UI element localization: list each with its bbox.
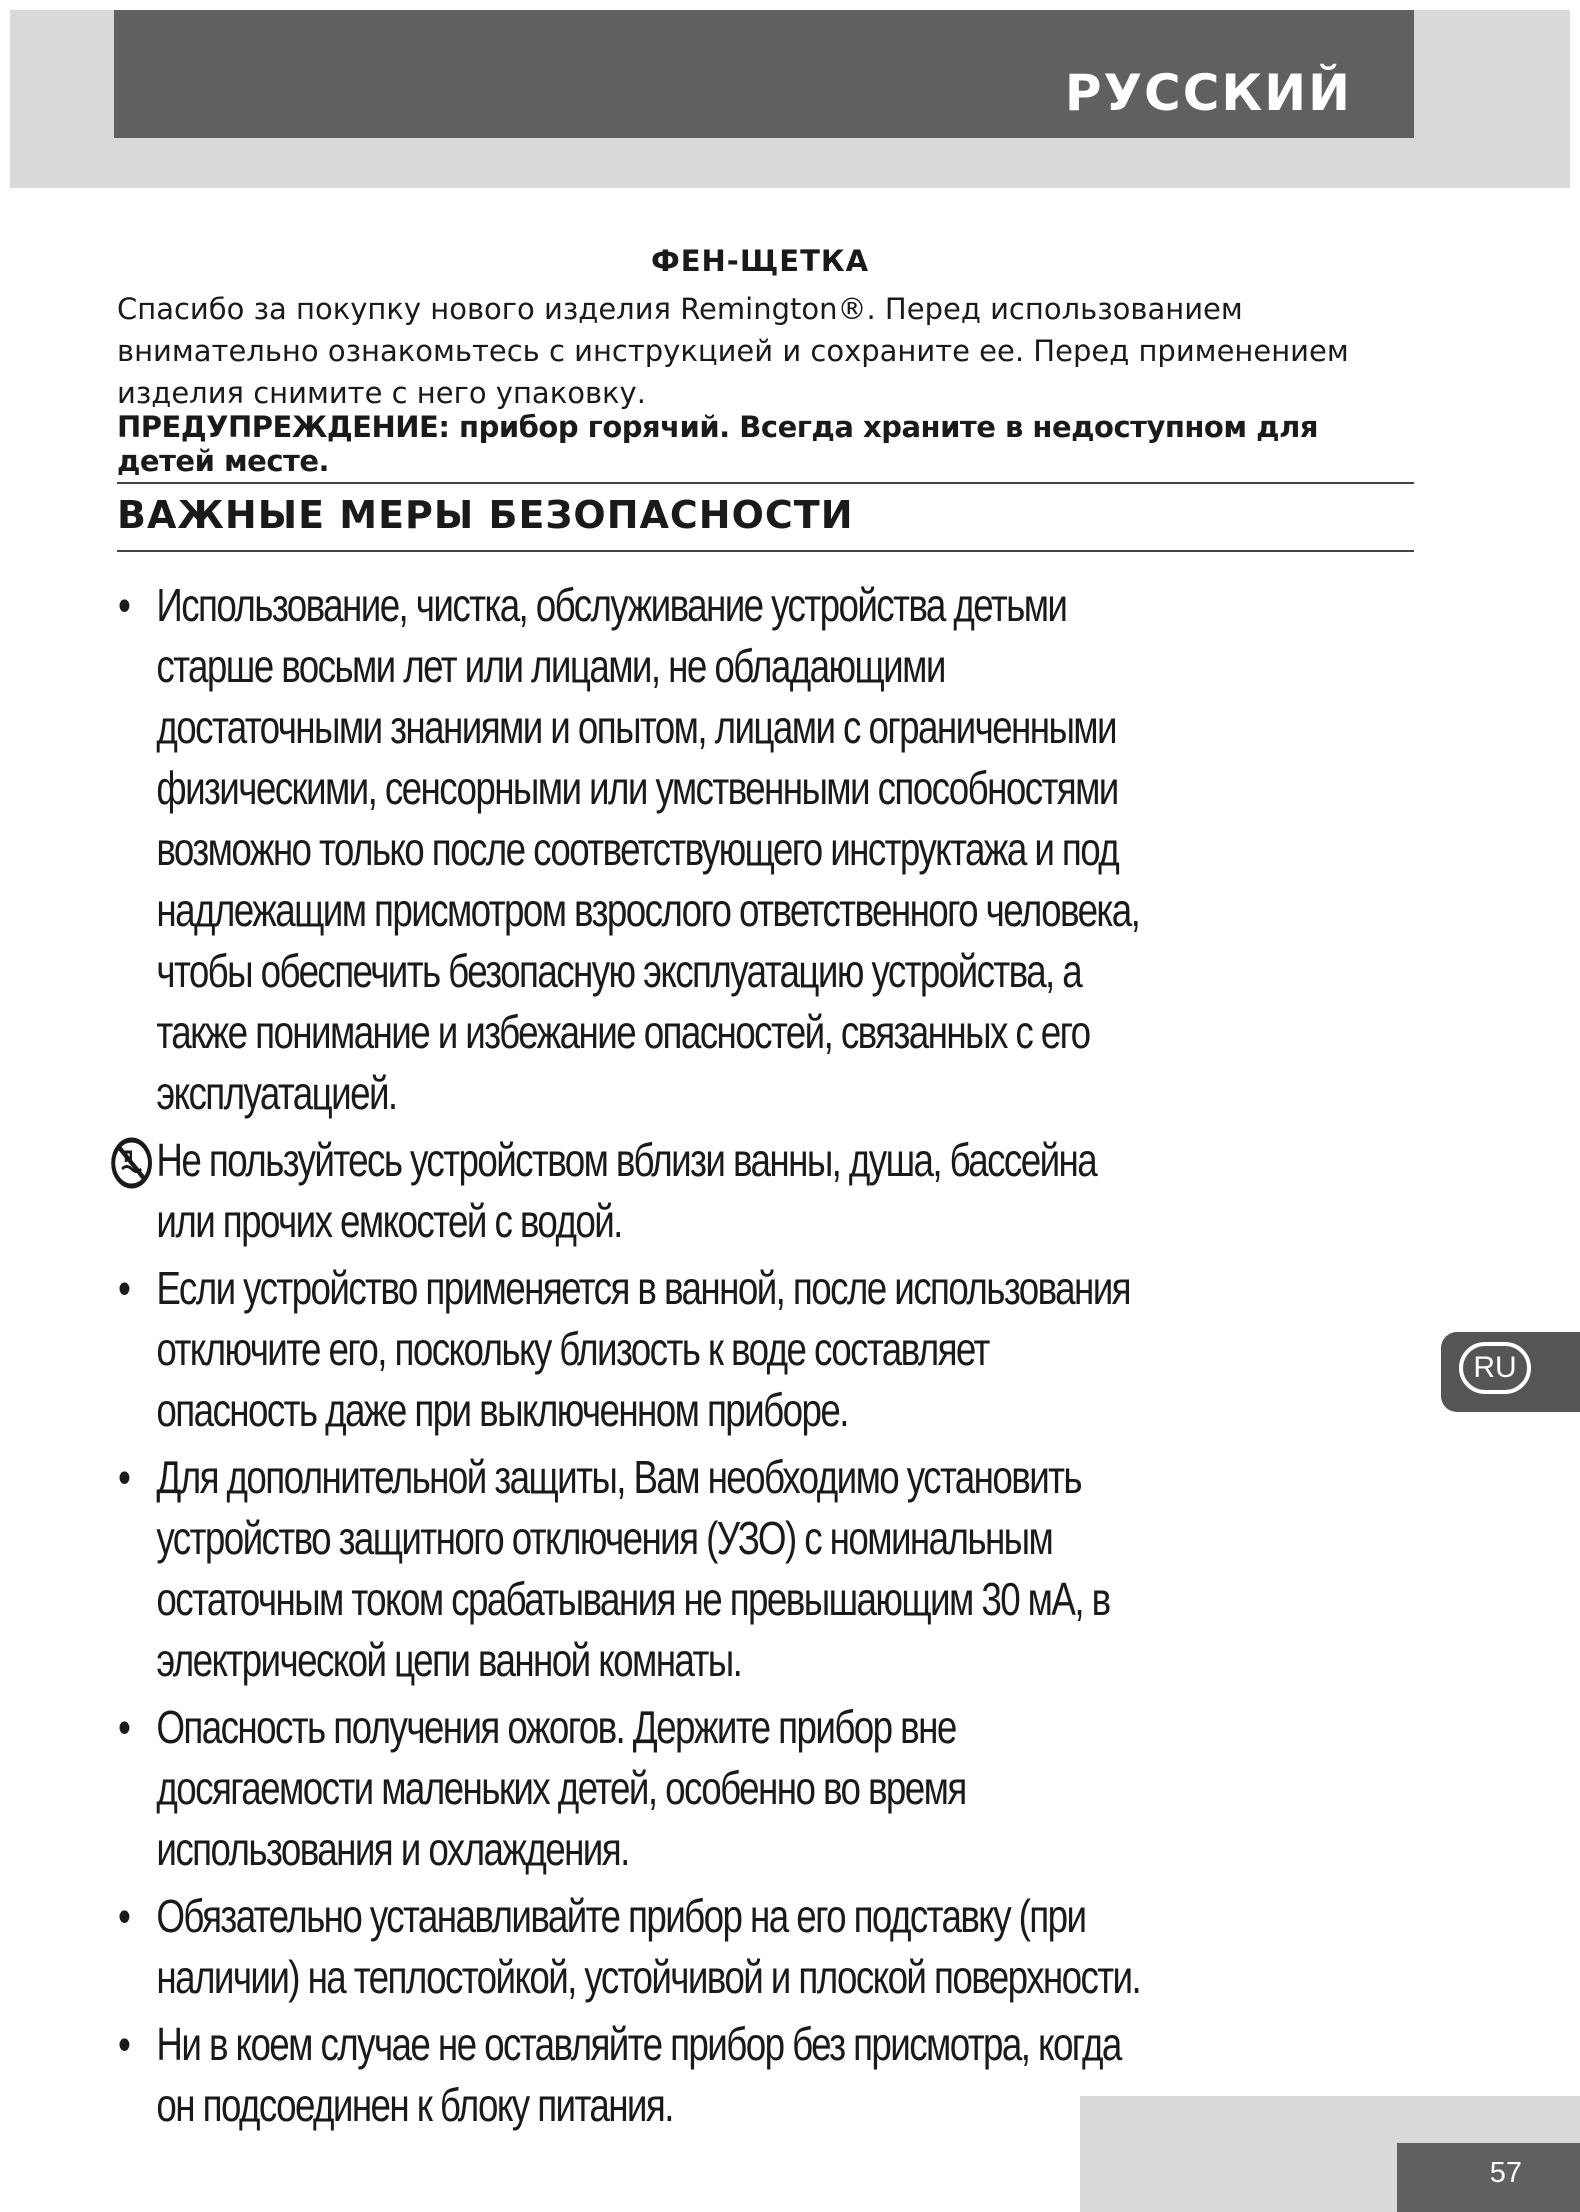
safety-item-1 bbox=[110, 575, 1150, 1124]
header-bar bbox=[114, 10, 1414, 138]
section-rule-top bbox=[117, 482, 1414, 484]
safety-item-7 bbox=[110, 2014, 1150, 2136]
safety-item-text: Для дополнительной защиты, Вам необходимо установить устройство защитного отключения (УЗО) с номинальным остаточным током срабатывания не превышающим 30 мА, в электрической цепи ванной комнаты. bbox=[156, 1451, 1110, 1686]
language-badge: RU bbox=[1459, 1342, 1531, 1394]
language-title: РУССКИЙ bbox=[1064, 64, 1352, 122]
safety-item-6 bbox=[110, 1886, 1150, 2008]
safety-item-text: Ни в коем случае не оставляйте прибор без присмотра, когда он подсоединен к блоку питания. bbox=[156, 2018, 1121, 2131]
safety-item-text: Использование, чистка, обслуживание устройства детьми старше восьми лет или лицами, не обладающими достаточными знаниями и опытом, лицами с ограниченными физическими, сенсорными или умственными способностями возможно только после соответствующего инструктажа и под надлежащим присмотром взрослого ответственного человека, чтобы обеспечить безопасную эксплуатацию устройства, а также понимание и избежание опасностей, связанных с его эксплуатацией. bbox=[156, 579, 1140, 1119]
bullet: • bbox=[118, 1451, 130, 1503]
safety-item-text: Если устройство применяется в ванной, после использования отключите его, поскольку близость к воде составляет опасность даже при выключенном приборе. bbox=[156, 1262, 1130, 1436]
safety-item-5 bbox=[110, 1697, 1150, 1880]
warning-text: ПРЕДУПРЕЖДЕНИЕ: прибор горячий. Всегда храните в недоступном для детей месте. bbox=[117, 410, 1318, 478]
section-rule-bottom bbox=[117, 550, 1414, 552]
language-tab bbox=[1441, 1332, 1580, 1412]
bullet: • bbox=[118, 2018, 130, 2070]
safety-list bbox=[110, 575, 1150, 2136]
safety-item-4 bbox=[110, 1447, 1150, 1691]
page-number-box bbox=[1397, 2143, 1580, 2212]
product-title: ФЕН-ЩЕТКА bbox=[650, 244, 870, 278]
bullet: • bbox=[118, 1701, 130, 1753]
safety-item-2 bbox=[110, 1130, 1150, 1252]
bullet: • bbox=[118, 579, 130, 631]
bullet: • bbox=[118, 1890, 130, 1942]
safety-item-text: Опасность получения ожогов. Держите прибор вне досягаемости маленьких детей, особенно во время использования и охлаждения. bbox=[156, 1701, 966, 1875]
safety-item-text: Обязательно устанавливайте прибор на его подставку (при наличии) на теплостойкой, устойчивой и плоской поверхности. bbox=[156, 1890, 1141, 2003]
no-water-icon bbox=[110, 1136, 153, 1190]
section-heading: ВАЖНЫЕ МЕРЫ БЕЗОПАСНОСТИ bbox=[117, 493, 854, 537]
intro-paragraph: Спасибо за покупку нового изделия Remington®. Перед использованием внимательно ознакомьтесь с инструкцией и сохраните ее. Перед применением изделия снимите с него упаковку. bbox=[117, 292, 1349, 410]
bullet: • bbox=[118, 1262, 130, 1314]
page-number: 57 bbox=[1489, 2157, 1522, 2189]
safety-item-text: Не пользуйтесь устройством вблизи ванны, душа, бассейна или прочих емкостей с водой. bbox=[156, 1134, 1097, 1247]
safety-item-3 bbox=[110, 1258, 1150, 1441]
